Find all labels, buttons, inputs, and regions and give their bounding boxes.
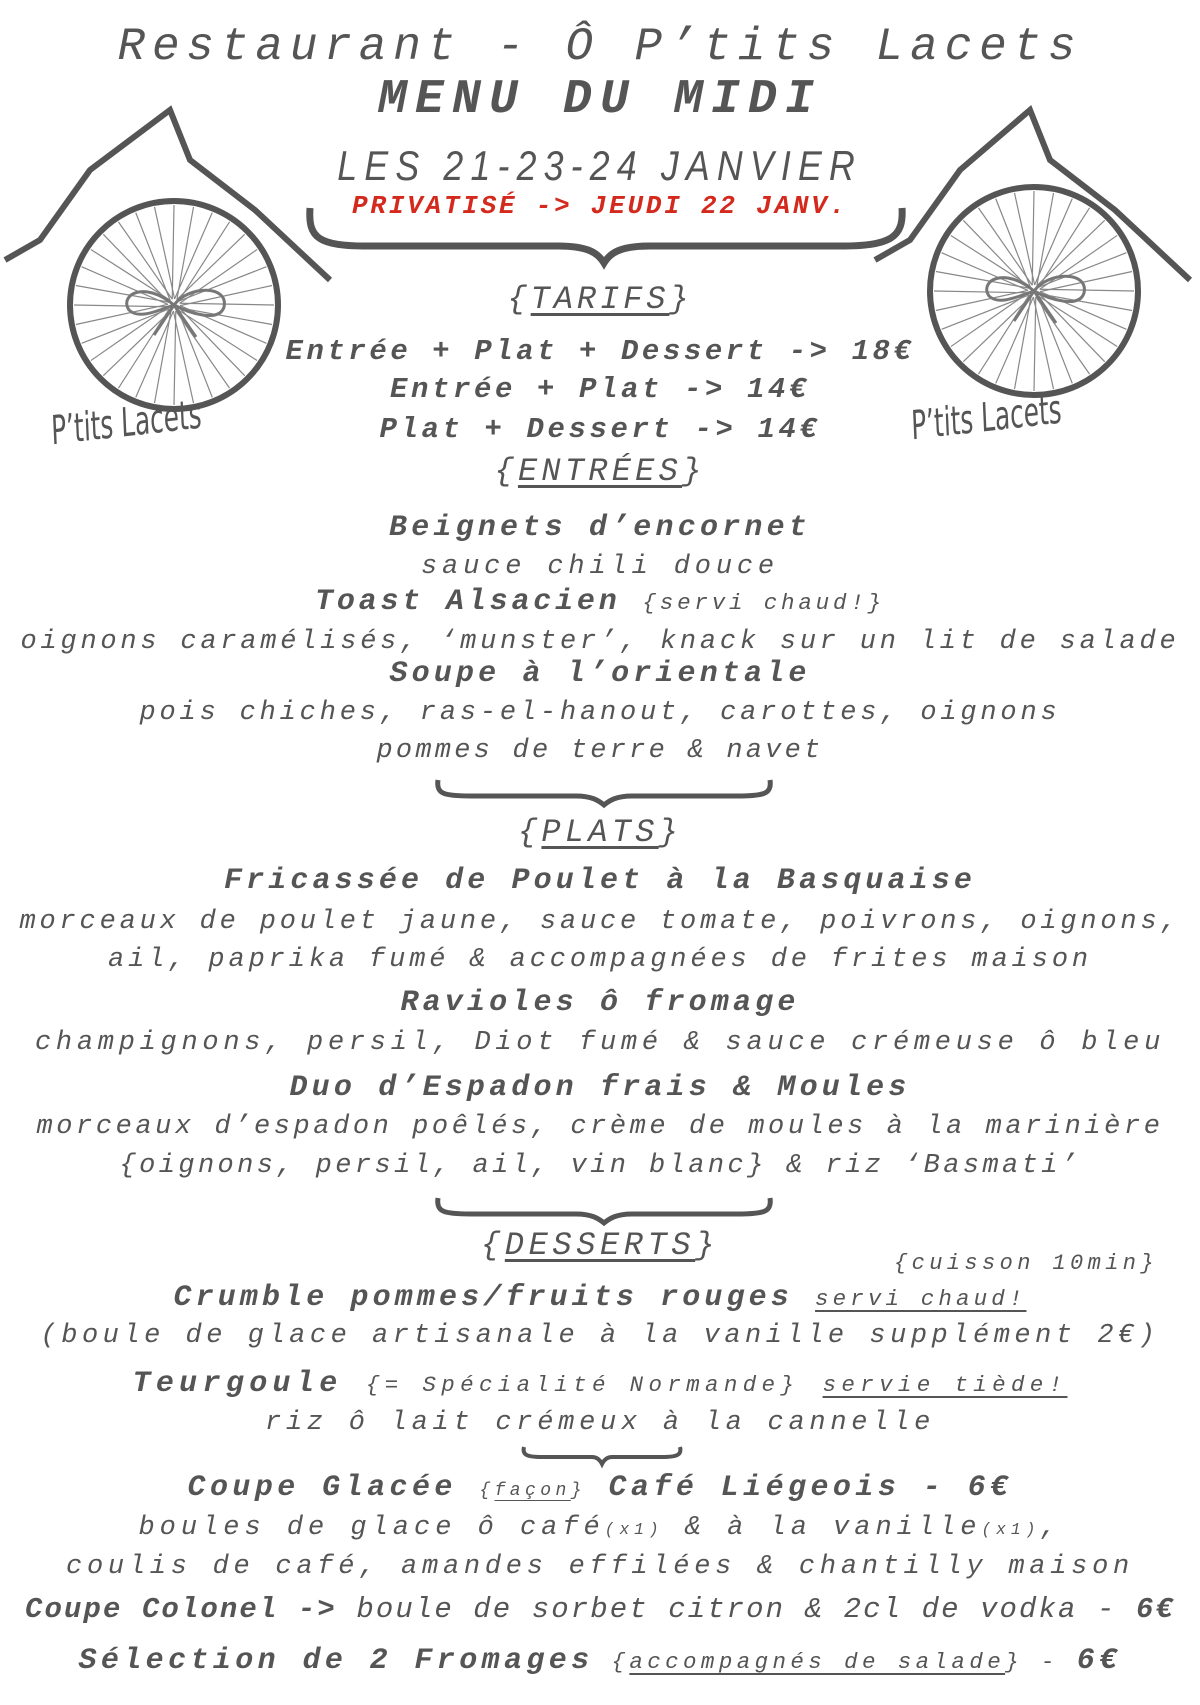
dish-description: sauce chili douce [421, 552, 779, 582]
cooking-time-note: {cuisson 10min} [894, 1251, 1158, 1276]
dish-description: champignons, persil, Diot fumé & sauce crémeuse ô bleu [35, 1028, 1165, 1058]
logo-text: P’tits Lacets [50, 391, 203, 455]
dish-name: Teurgoule {= Spécialité Normande} servie tiède! [132, 1367, 1068, 1401]
dish-name: Coupe Colonel -> boule de sorbet citron & 2cl de vodka - 6€ [25, 1593, 1175, 1626]
tarif-item: Plat + Dessert -> 14€ [379, 413, 821, 446]
dish-description: coulis de café, amandes effilées & chantilly maison [66, 1552, 1134, 1582]
section-heading-tarifs: {TARIFS} [507, 281, 693, 318]
dish-description: pommes de terre & navet [376, 736, 824, 766]
dish-description: morceaux de poulet jaune, sauce tomate, poivrons, oignons, [19, 907, 1181, 937]
brace-divider-small [522, 1447, 682, 1465]
dish-description: oignons caramélisés, ‘munster’, knack sur un lit de salade [20, 627, 1180, 657]
dish-description: morceaux d’espadon poêlés, crème de moules à la marinière [36, 1112, 1164, 1142]
tarif-item: Entrée + Plat -> 14€ [390, 373, 810, 406]
restaurant-title: Restaurant - Ô P’tits Lacets [117, 21, 1083, 73]
dish-description: (boule de glace artisanale à la vanille supplément 2€) [40, 1321, 1160, 1351]
dish-name: Beignets d’encornet [389, 511, 811, 545]
section-heading-plats: {PLATS} [517, 814, 683, 851]
logo-text: P’tits Lacets [910, 386, 1063, 450]
dish-name: Fricassée de Poulet à la Basquaise [224, 864, 976, 898]
privatise-notice: PRIVATISÉ -> JEUDI 22 JANV. [352, 191, 848, 221]
dish-description: ail, paprika fumé & accompagnées de frites maison [108, 945, 1092, 975]
section-heading-desserts: {DESSERTS} [480, 1227, 720, 1264]
wheel-spoke [951, 235, 1030, 286]
brace-divider [436, 780, 772, 805]
brace-divider-large [308, 208, 908, 263]
dish-description: riz ô lait crémeux à la cannelle [265, 1408, 935, 1438]
dish-name: Coupe Glacée {façon} Café Liégeois - 6€ [187, 1471, 1013, 1505]
dish-name: Soupe à l’orientale [389, 657, 811, 691]
tarif-item: Entrée + Plat + Dessert -> 18€ [285, 335, 915, 368]
dish-name: Duo d’Espadon frais & Moules [289, 1071, 911, 1105]
wheel-spoke [978, 208, 1032, 285]
menu-title: MENU DU MIDI [378, 73, 822, 127]
dish-name: Toast Alsacien {servi chaud!} [315, 585, 885, 619]
brace-divider [436, 1198, 772, 1223]
menu-dates: LES 21-23-24 JANVIER [337, 142, 863, 189]
dish-description: boules de glace ô café(x1) & à la vanille(x1), [138, 1513, 1062, 1543]
dish-description: pois chiches, ras-el-hanout, carottes, oignons [139, 698, 1061, 728]
dish-name: Ravioles ô fromage [400, 986, 800, 1020]
wheel-spoke [1040, 235, 1117, 289]
section-heading-entrees: {ENTRÉES} [494, 453, 706, 490]
dish-name: Crumble pommes/fruits rouges servi chaud! [173, 1281, 1027, 1315]
dish-description: {oignons, persil, ail, vin blanc} & riz ‘Basmati’ [119, 1151, 1081, 1181]
dish-name: Sélection de 2 Fromages {accompagnés de salade} - 6€ [78, 1644, 1122, 1678]
